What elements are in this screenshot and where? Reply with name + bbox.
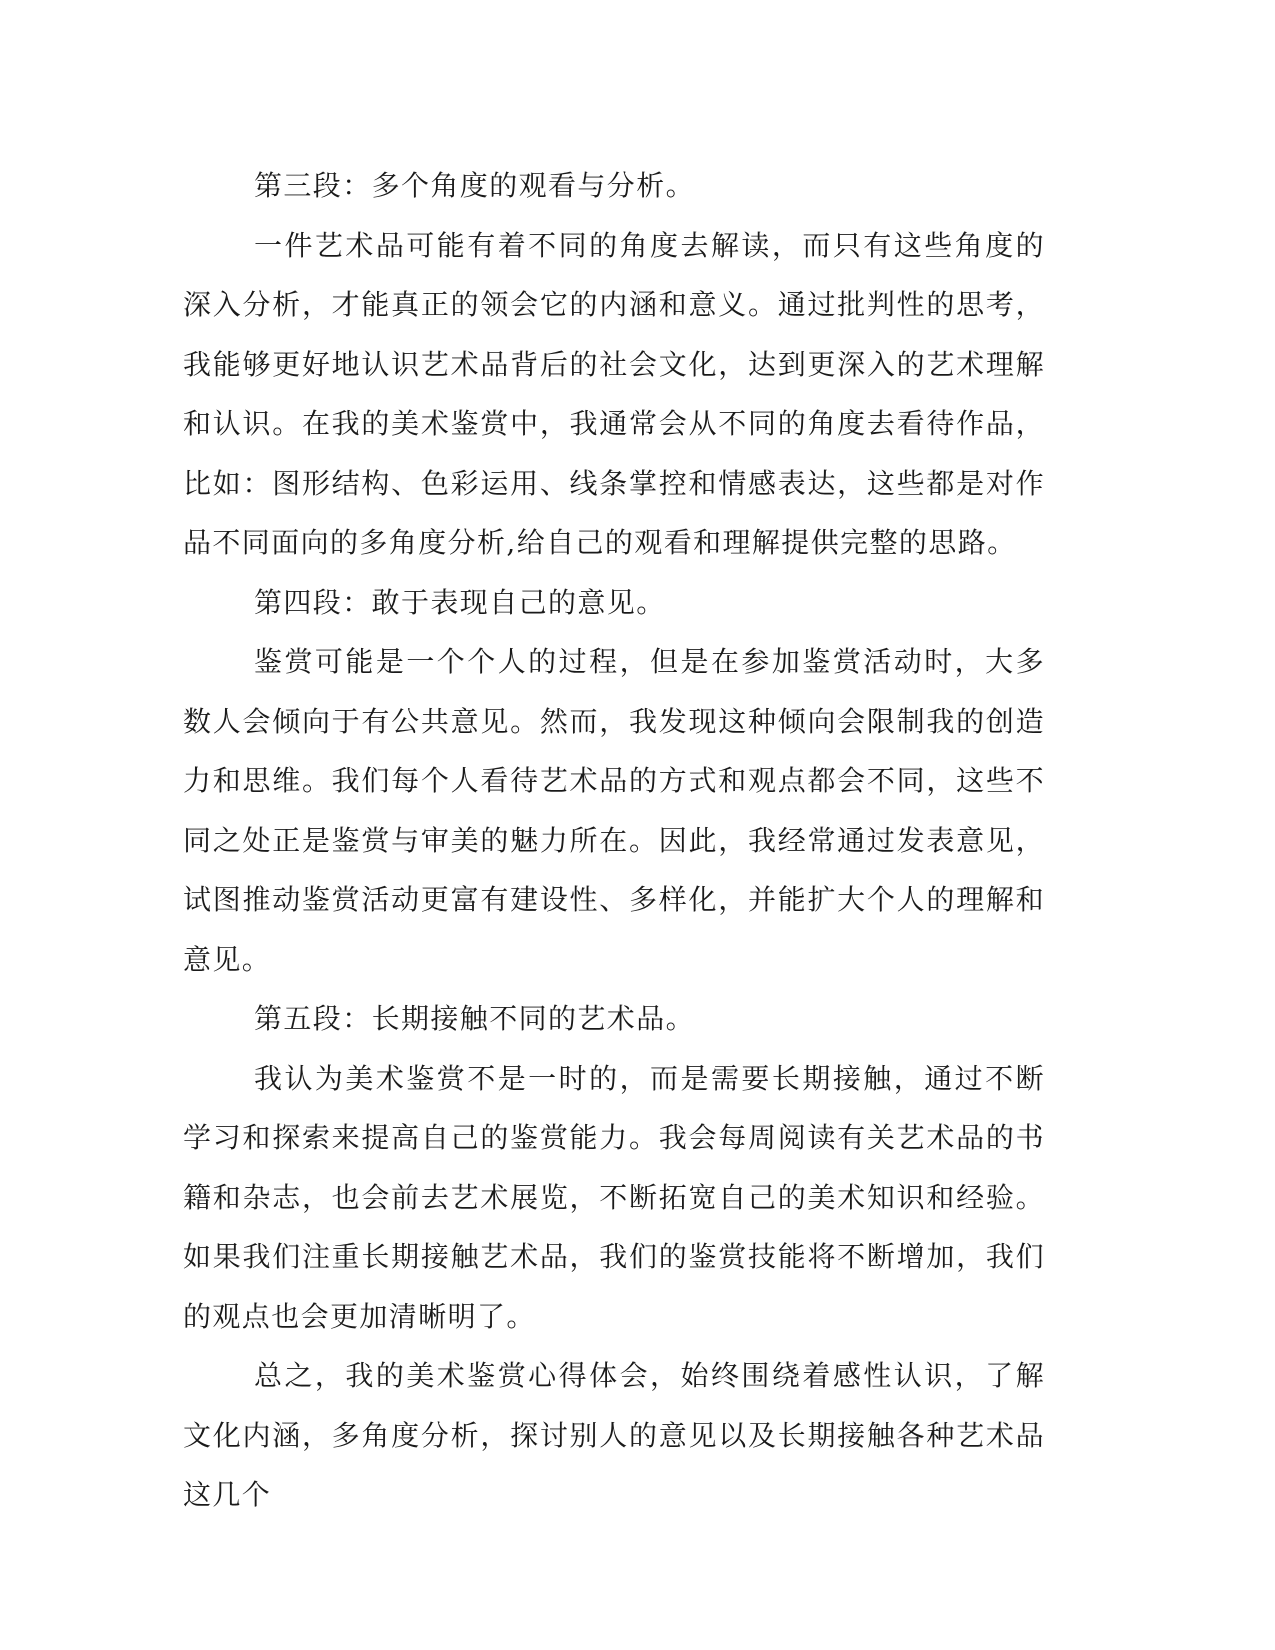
section-heading-4: 第四段：敢于表现自己的意见。 [254, 585, 666, 619]
paragraph-express-opinions: 鉴赏可能是一个个人的过程，但是在参加鉴赏活动时，大多数人会倾向于有公共意见。然而，我发现这种倾向会限制我的创造力和思维。我们每个人看待艺术品的方式和观点都会不同，这些不同之处正是鉴赏与审美的魅力所在。因此，我经常通过发表意见，试图推动鉴赏活动更富有建设性、多样化，并能扩大个人的理解和意见。 [183, 645, 1045, 976]
document-body [183, 156, 1045, 1525]
section-heading-5: 第五段：长期接触不同的艺术品。 [254, 1002, 696, 1035]
paragraph-long-term-exposure: 我认为美术鉴赏不是一时的，而是需要长期接触，通过不断学习和探索来提高自己的鉴赏能力。我会每周阅读有关艺术品的书籍和杂志，也会前去艺术展览，不断拓宽自己的美术知识和经验。如果我们注重长期接触艺术品，我们的鉴赏技能将不断增加，我们的观点也会更加清晰明了。 [183, 1061, 1045, 1333]
paragraph-conclusion: 总之，我的美术鉴赏心得体会，始终围绕着感性认识，了解文化内涵，多角度分析，探讨别人的意见以及长期接触各种艺术品这几个 [183, 1359, 1045, 1511]
section-heading-3: 第三段：多个角度的观看与分析。 [254, 169, 696, 202]
paragraph-multi-angle-analysis: 一件艺术品可能有着不同的角度去解读，而只有这些角度的深入分析，才能真正的领会它的内涵和意义。通过批判性的思考，我能够更好地认识艺术品背后的社会文化，达到更深入的艺术理解和认识。在我的美术鉴赏中，我通常会从不同的角度去看待作品，比如：图形结构、色彩运用、线条掌控和情感表达，这些都是对作品不同面向的多角度分析,给自己的观看和理解提供完整的思路。 [183, 228, 1045, 559]
